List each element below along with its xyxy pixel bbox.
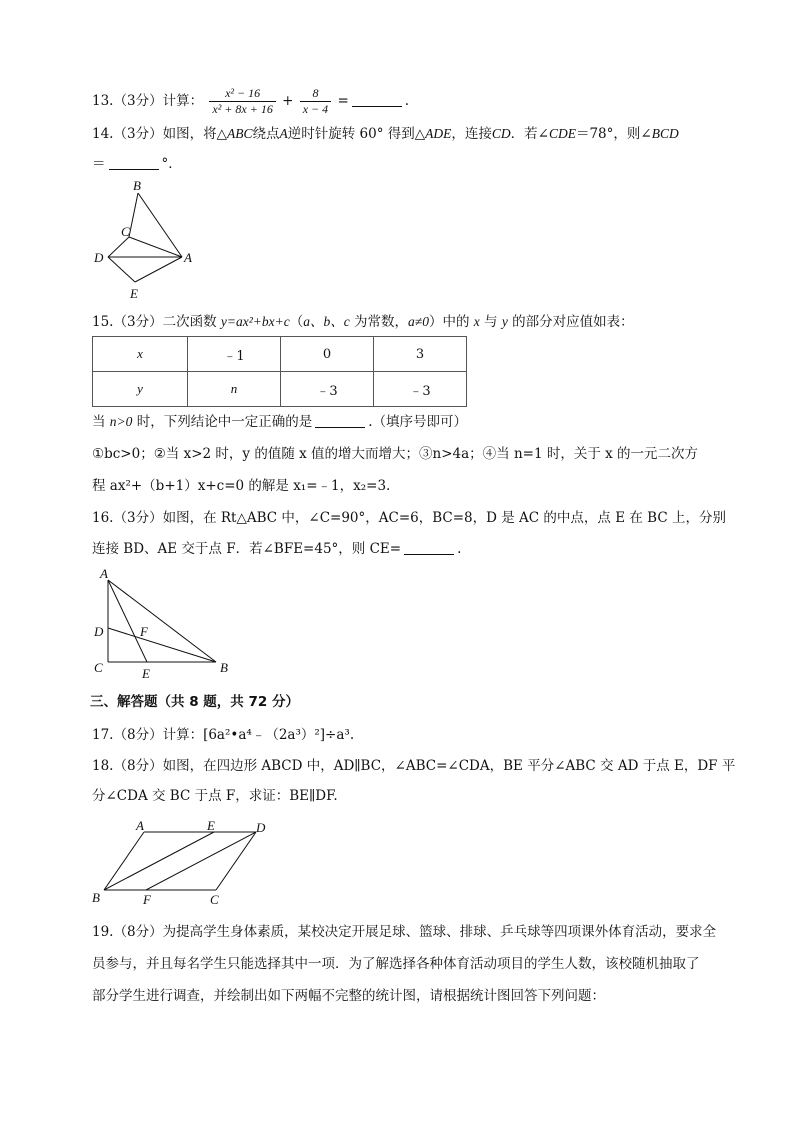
table-cell: 3 <box>374 337 467 372</box>
q15-value-table <box>92 336 467 407</box>
label-B: B <box>220 660 228 675</box>
label-C: C <box>121 224 130 239</box>
edge-CD <box>108 237 129 257</box>
edge-BA <box>138 193 182 257</box>
q13-number: 13. <box>92 93 114 109</box>
q15-text: 与 <box>479 314 502 330</box>
q14-var: CD <box>491 126 511 141</box>
side-DC <box>216 832 256 890</box>
q15-function: y=ax²+bx+c <box>220 314 290 329</box>
question-15-line-3 <box>92 412 467 432</box>
q16-right-triangle-figure <box>88 566 248 684</box>
q15-var: y <box>501 314 508 329</box>
table-cell: x <box>93 337 188 372</box>
label-C: C <box>94 660 103 675</box>
q14-text: ，连接 <box>451 126 492 142</box>
q16-text: . <box>457 541 462 557</box>
q14-score: （3分） <box>113 126 163 142</box>
q13-answer-blank <box>352 92 402 107</box>
question-14-line-1 <box>92 124 679 144</box>
q15-text: .（填序号即可） <box>368 414 468 430</box>
question-16-line-1 <box>92 508 726 528</box>
q13-fraction-2 <box>300 86 331 117</box>
q16-text: 连接 BD、AE 交于点 F．若∠BFE=45°，则 CE= <box>92 541 402 557</box>
q18-text: 如图，在四边形 ABCD 中，AD∥BC，∠ABC=∠CDA，BE 平分∠ABC 交 AD 于点 E，DF 平 <box>162 758 736 774</box>
q15-condition: a≠0 <box>408 314 429 329</box>
table-cell: ﹣3 <box>281 372 374 407</box>
label-F: F <box>143 892 151 907</box>
q18-score: （8分） <box>113 758 163 774</box>
q16-text: 如图，在 Rt△ABC 中，∠C=90°，AC=6，BC=8，D 是 AC 的中点，点 E 在 BC 上，分别 <box>162 510 726 526</box>
question-14-line-2 <box>92 154 182 174</box>
label-F: F <box>140 624 148 639</box>
q15-constants: a、b、c <box>303 314 350 329</box>
q14-number: 14. <box>92 126 114 142</box>
q17-score: （8分） <box>113 727 163 743</box>
edge-EA <box>135 257 182 282</box>
edge-BC <box>129 193 138 237</box>
label-A: A <box>136 818 144 833</box>
table-cell: 0 <box>281 337 374 372</box>
label-C: C <box>210 892 219 907</box>
q13-fraction-1 <box>209 86 275 117</box>
segment-DB <box>108 628 216 662</box>
table-cell: ﹣3 <box>374 372 467 407</box>
q14-var: BCD <box>651 126 679 141</box>
q13-plus: + <box>282 93 294 109</box>
q15-condition: n>0 <box>109 414 133 429</box>
label-E: E <box>207 818 215 833</box>
q14-var: CDE <box>548 126 576 141</box>
side-AB <box>108 580 216 662</box>
q14-text: ＝78°，则∠ <box>575 126 652 142</box>
q17-text: 计算：[6a²•a⁴﹣（2a³）²]÷a³. <box>162 727 355 743</box>
q15-text: （ <box>289 314 304 330</box>
label-A: A <box>184 250 192 265</box>
q15-text: 二次函数 <box>162 314 221 330</box>
table-row <box>93 337 467 372</box>
q13-frac1-denominator: x² + 8x + 16 <box>209 101 275 117</box>
q14-text: 绕点 <box>252 126 280 142</box>
q19-number: 19. <box>92 924 114 940</box>
q14-text: ．若∠ <box>510 126 549 142</box>
q13-frac2-denominator: x − 4 <box>300 101 331 117</box>
q14-var: A <box>279 126 288 141</box>
segment-AE <box>108 580 147 662</box>
question-17 <box>92 725 354 745</box>
q19-text: 为提高学生身体素质，某校决定开展足球、篮球、排球、乒乓球等四项课外体育活动，要求全 <box>162 924 717 940</box>
label-D: D <box>94 250 104 265</box>
label-D: D <box>94 624 104 639</box>
question-18-line-2: 分∠CDA 交 BC 于点 F，求证：BE∥DF. <box>92 788 338 804</box>
section-3-heading: 三、解答题（共 8 题，共 72 分） <box>90 694 299 710</box>
label-E: E <box>130 286 138 301</box>
table-cell: y <box>93 372 188 407</box>
label-A: A <box>100 566 108 581</box>
q15-var: x <box>473 314 480 329</box>
q14-answer-blank <box>109 155 159 170</box>
q13-end: . <box>404 93 410 109</box>
segment-BE <box>104 832 214 890</box>
question-13 <box>92 86 409 117</box>
q15-text: 当 <box>92 414 110 430</box>
edge-DE <box>108 257 135 282</box>
edge-CA <box>129 237 182 257</box>
side-AB <box>104 832 144 890</box>
q15-score: （3分） <box>113 314 163 330</box>
label-E: E <box>142 666 150 681</box>
q15-text: 时，下列结论中一定正确的是 <box>132 414 313 430</box>
label-B: B <box>92 890 100 905</box>
table-row <box>93 372 467 407</box>
q18-parallelogram-figure <box>88 818 278 910</box>
q15-answer-blank <box>315 413 365 428</box>
question-18-line-1 <box>92 756 735 776</box>
table-cell: ﹣1 <box>188 337 281 372</box>
q15-text: ）中的 <box>428 314 474 330</box>
question-15-line-1 <box>92 312 634 332</box>
q17-number: 17. <box>92 727 114 743</box>
q13-frac1-numerator: x² − 16 <box>225 86 261 100</box>
q15-text: 的部分对应值如表： <box>507 314 634 330</box>
q14-text: 如图，将△ <box>162 126 227 142</box>
q14-text: 逆时针旋转 60° 得到△ <box>287 126 426 142</box>
q14-var: ADE <box>425 126 452 141</box>
q15-number: 15. <box>92 314 114 330</box>
table-cell: n <box>188 372 281 407</box>
q13-frac2-numerator: 8 <box>312 86 319 100</box>
q16-score: （3分） <box>113 510 163 526</box>
q13-equals: = <box>337 93 349 109</box>
label-B: B <box>133 178 141 193</box>
q16-number: 16. <box>92 510 114 526</box>
q14-text: °． <box>161 156 182 172</box>
question-19-line-2: 员参与，并且每名学生只能选择其中一项．为了解选择各种体育活动项目的学生人数，该校随机抽取了 <box>92 956 700 972</box>
question-15-line-4: ①bc>0；②当 x>2 时，y 的值随 x 值的增大而增大；③n>4a；④当 n=1 时，关于 x 的一元二次方 <box>92 446 699 462</box>
q13-score: （3分） <box>113 93 163 109</box>
q18-number: 18. <box>92 758 114 774</box>
question-19-line-3: 部分学生进行调查，并绘制出如下两幅不完整的统计图，请根据统计图回答下列问题： <box>92 988 605 1004</box>
q14-text: ＝ <box>92 156 106 172</box>
q13-prompt: 计算： <box>162 93 204 109</box>
q14-var: ABC <box>226 126 253 141</box>
question-15-line-5: 程 ax²+（b+1）x+c=0 的解是 x₁=﹣1，x₂=3. <box>92 478 391 494</box>
question-16-line-2 <box>92 539 461 559</box>
label-D: D <box>256 820 266 835</box>
q15-text: 为常数， <box>349 314 409 330</box>
q16-answer-blank <box>404 540 454 555</box>
q14-triangle-figure <box>88 178 208 304</box>
q19-score: （8分） <box>113 924 163 940</box>
segment-DF <box>146 832 256 890</box>
question-19-line-1 <box>92 922 716 942</box>
